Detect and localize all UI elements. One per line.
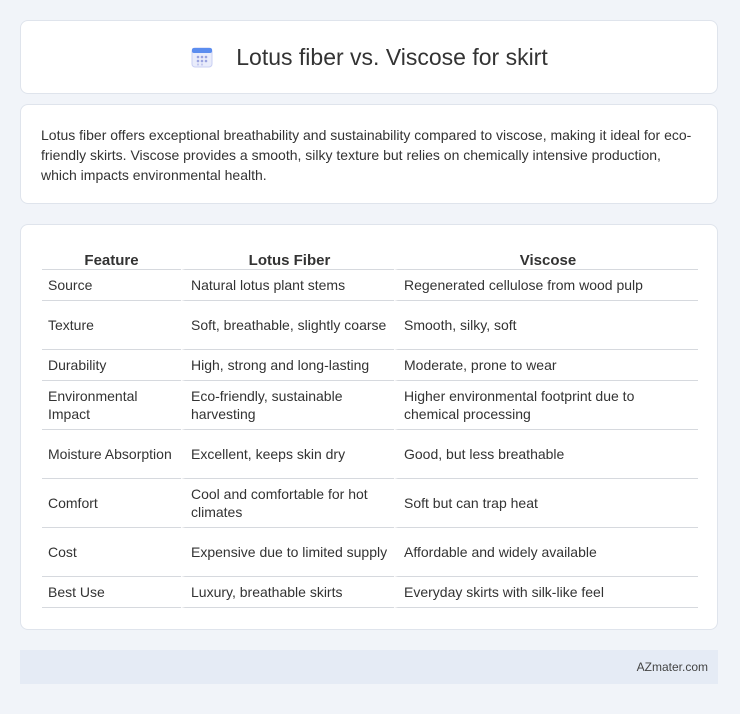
- calendar-icon: [190, 45, 214, 69]
- lotus-fiber-cell: High, strong and long-lasting: [181, 350, 394, 381]
- viscose-cell: Smooth, silky, soft: [394, 301, 698, 350]
- table-row: [42, 528, 698, 577]
- column-header-viscose: Viscose: [394, 243, 698, 270]
- feature-cell: Durability: [42, 350, 181, 381]
- lotus-fiber-cell: Eco-friendly, sustainable harvesting: [181, 381, 394, 430]
- column-header-lotus-fiber: Lotus Fiber: [181, 243, 394, 270]
- column-header-feature: Feature: [42, 243, 181, 270]
- viscose-cell: Affordable and widely available: [394, 528, 698, 577]
- feature-cell: Moisture Absorption: [42, 430, 181, 479]
- feature-cell: Comfort: [42, 479, 181, 528]
- viscose-cell: Good, but less breathable: [394, 430, 698, 479]
- table-row: [42, 381, 698, 430]
- lotus-fiber-cell: Expensive due to limited supply: [181, 528, 394, 577]
- table-row: [42, 270, 698, 301]
- table-row: [42, 350, 698, 381]
- viscose-cell: Moderate, prone to wear: [394, 350, 698, 381]
- table-header-row: [42, 243, 698, 270]
- feature-cell: Source: [42, 270, 181, 301]
- description-text: Lotus fiber offers exceptional breathability and sustainability compared to viscose, making it ideal for eco-friendly skirts. Viscose provides a smooth, silky texture but relies on chemically intensive production, which impacts environmental health.: [41, 127, 692, 183]
- page-title: Lotus fiber vs. Viscose for skirt: [236, 43, 548, 70]
- viscose-cell: Higher environmental footprint due to chemical processing: [394, 381, 698, 430]
- comparison-table: [42, 243, 698, 608]
- viscose-cell: Everyday skirts with silk-like feel: [394, 577, 698, 608]
- feature-cell: Texture: [42, 301, 181, 350]
- lotus-fiber-cell: Luxury, breathable skirts: [181, 577, 394, 608]
- lotus-fiber-cell: Cool and comfortable for hot climates: [181, 479, 394, 528]
- footer-brand: AZmater.com: [636, 660, 708, 674]
- table-row: [42, 430, 698, 479]
- table-row: [42, 577, 698, 608]
- lotus-fiber-cell: Soft, breathable, slightly coarse: [181, 301, 394, 350]
- lotus-fiber-cell: Excellent, keeps skin dry: [181, 430, 394, 479]
- viscose-cell: Soft but can trap heat: [394, 479, 698, 528]
- table-row: [42, 301, 698, 350]
- table-row: [42, 479, 698, 528]
- lotus-fiber-cell: Natural lotus plant stems: [181, 270, 394, 301]
- comparison-table-card: [20, 224, 718, 630]
- viscose-cell: Regenerated cellulose from wood pulp: [394, 270, 698, 301]
- feature-cell: Best Use: [42, 577, 181, 608]
- feature-cell: Environmental Impact: [42, 381, 181, 430]
- feature-cell: Cost: [42, 528, 181, 577]
- title-card: [20, 20, 718, 94]
- description-card: [20, 104, 718, 204]
- footer: [20, 650, 718, 684]
